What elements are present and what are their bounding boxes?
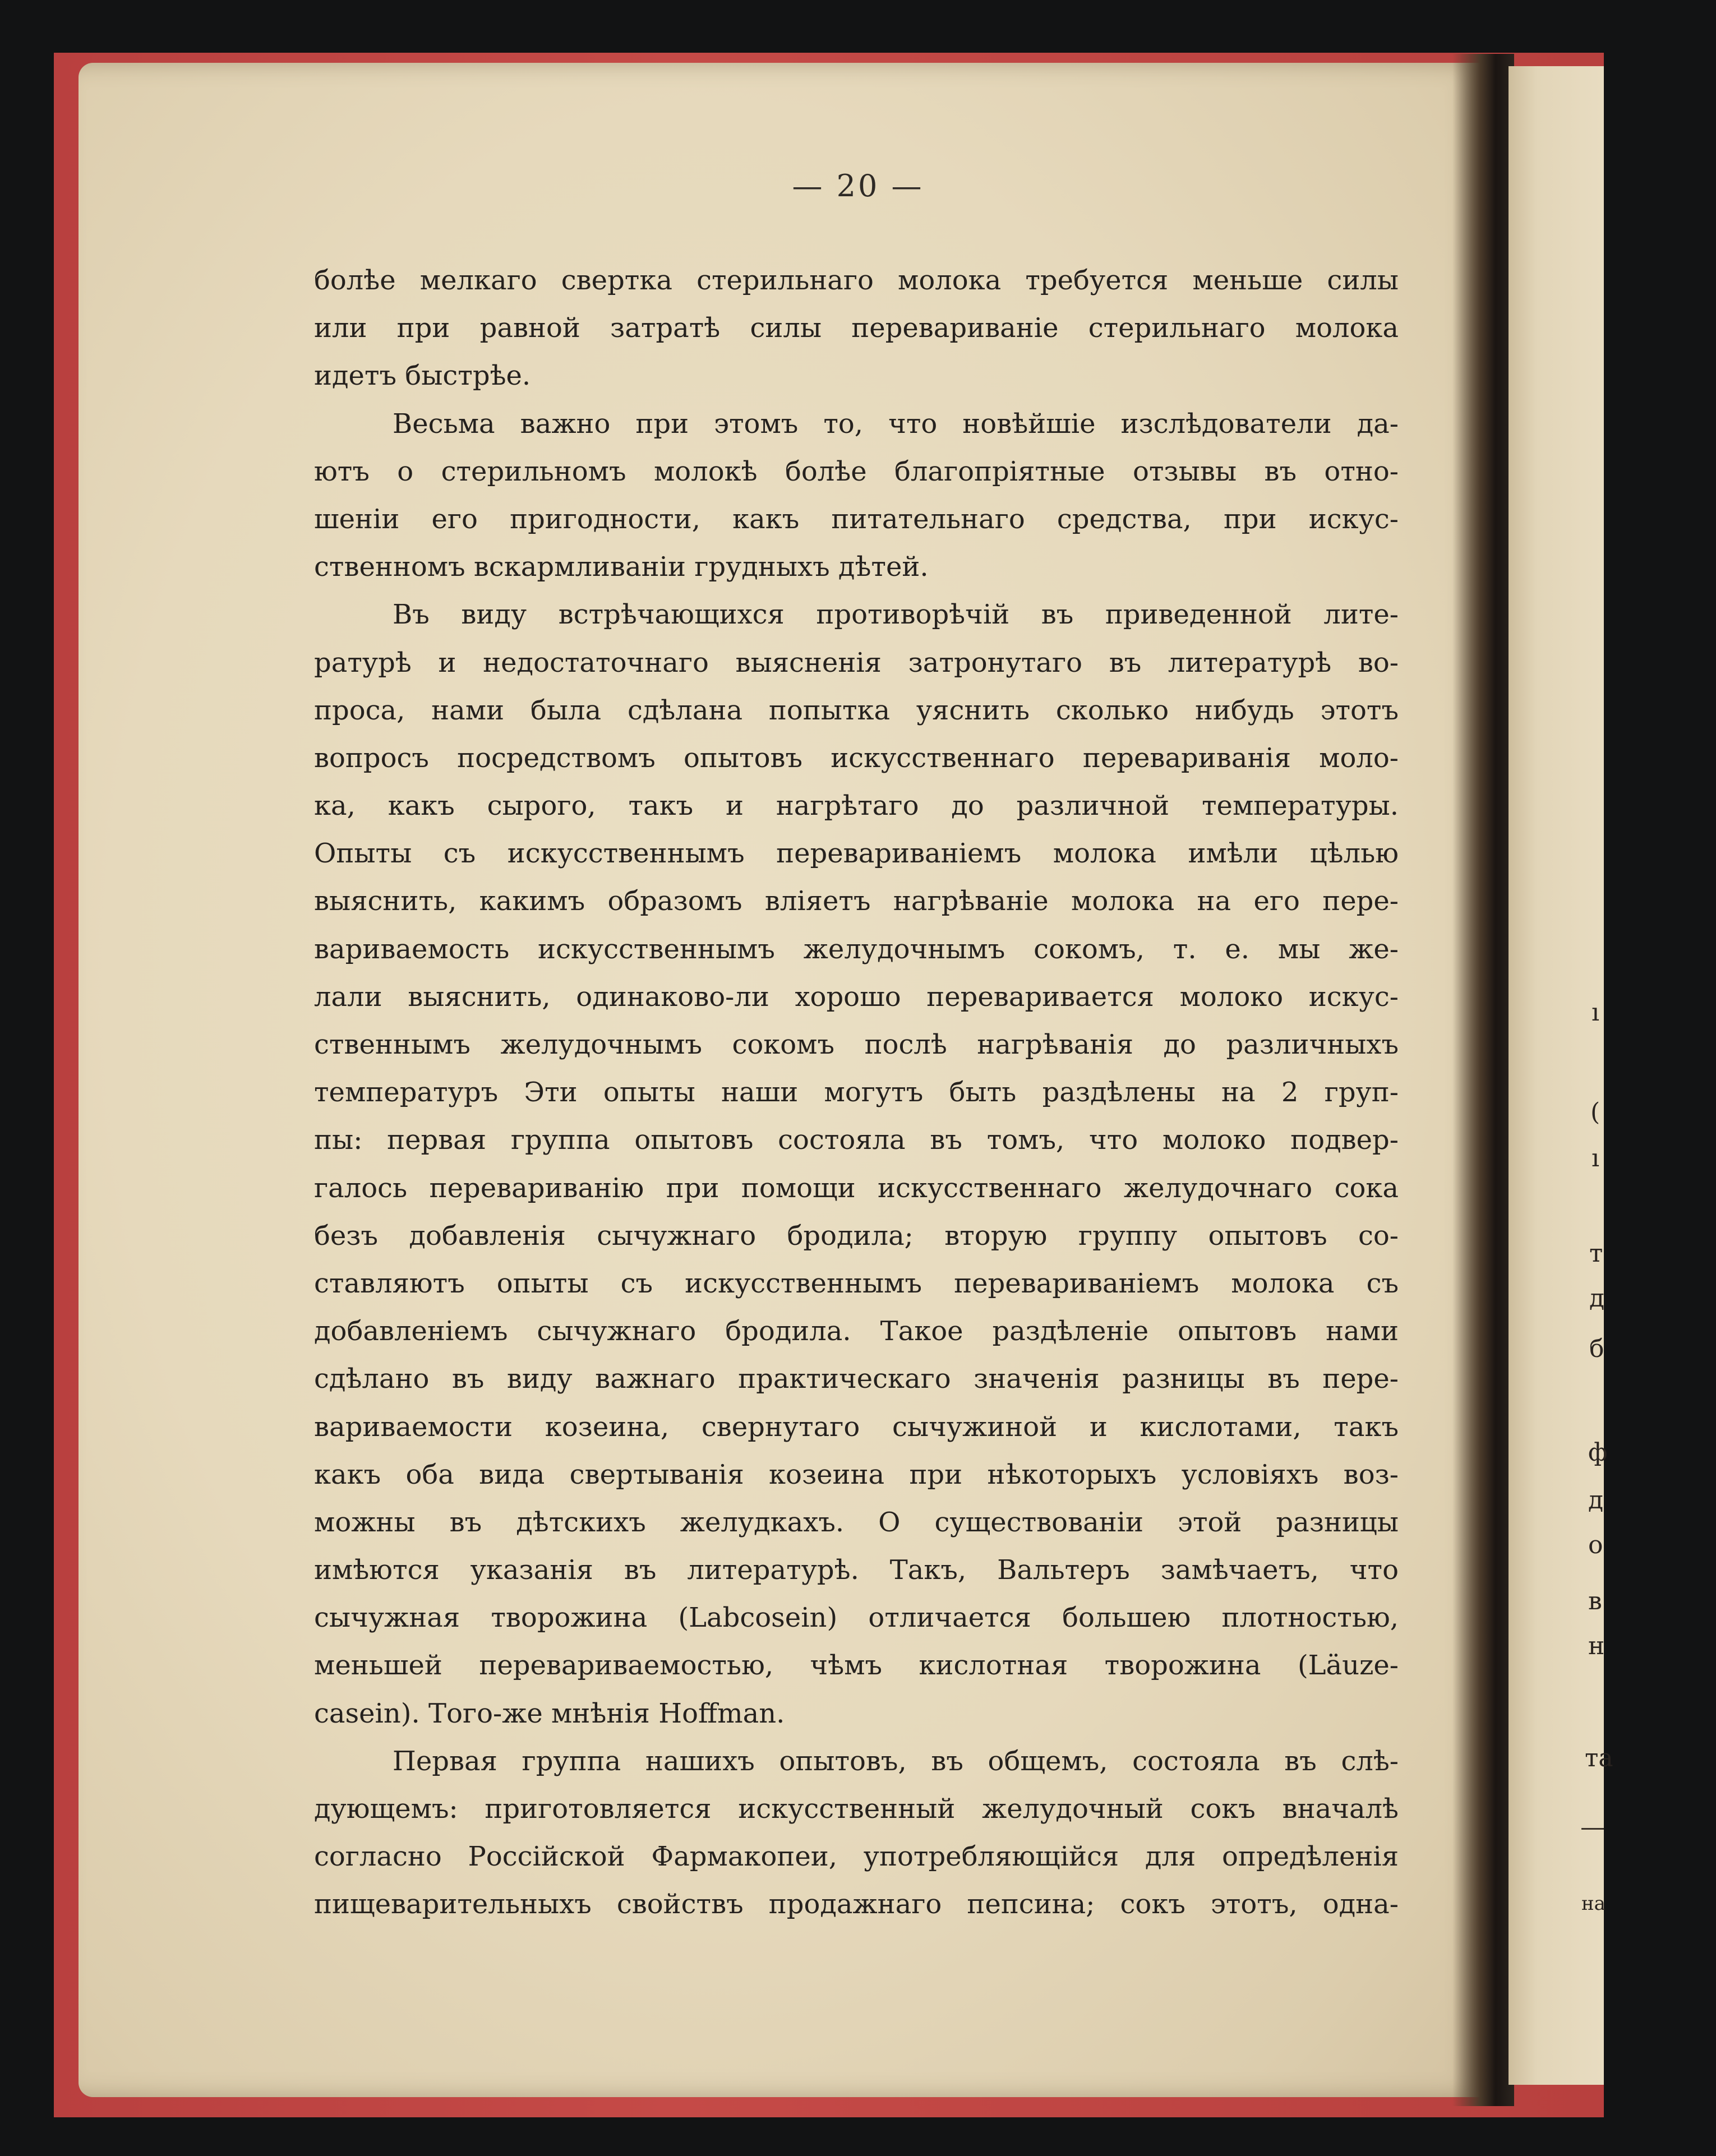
- text-line: Весьма важно при этомъ то, что новѣйшіе изслѣдователи да-: [393, 408, 1399, 440]
- page-number: — 20 —: [792, 168, 924, 204]
- text-line: ка, какъ сырого, такъ и нагрѣтаго до различной температуры.: [314, 790, 1399, 822]
- text-line: вопросъ посредствомъ опытовъ искусственнаго перевариванія моло-: [314, 742, 1399, 774]
- text-line: сычужная творожина (Labcosein) отличается большею плотностью,: [314, 1602, 1399, 1634]
- text-line: ютъ о стерильномъ молокѣ болѣе благопріятные отзывы въ отно-: [314, 455, 1399, 487]
- text-line: ратурѣ и недостаточнаго выясненія затронутаго въ литературѣ во-: [314, 647, 1399, 678]
- next-page-fragment: о: [1588, 1531, 1603, 1559]
- text-line: температуръ Эти опыты наши могутъ быть раздѣлены на 2 груп-: [314, 1077, 1399, 1109]
- next-page-fragment: т: [1589, 1239, 1603, 1268]
- text-line: лали выяснить, одинаково-ли хорошо переваривается молоко искус-: [314, 981, 1399, 1013]
- text-line: или при равной затратѣ силы перевариваніе стерильнаго молока: [314, 312, 1399, 344]
- text-line: сдѣлано въ виду важнаго практическаго значенія разницы въ пере-: [314, 1363, 1399, 1395]
- text-line: имѣются указанія въ литературѣ. Такъ, Вальтеръ замѣчаетъ, что: [314, 1554, 1399, 1586]
- book-gutter: [1452, 54, 1514, 2106]
- text-line: согласно Россійской Фармакопеи, употребляющійся для опредѣленія: [314, 1841, 1399, 1873]
- text-line: можны въ дѣтскихъ желудкахъ. О существованіи этой разницы: [314, 1506, 1399, 1538]
- next-page-fragment: ф: [1588, 1438, 1608, 1467]
- text-line: выяснить, какимъ образомъ вліяетъ нагрѣваніе молока на его пере-: [314, 885, 1399, 917]
- text-line: проса, нами была сдѣлана попытка уяснить сколько нибудь этотъ: [314, 694, 1399, 726]
- next-page-fragment: в: [1588, 1587, 1602, 1615]
- text-line: Опыты съ искусственнымъ перевариваніемъ молока имѣли цѣлью: [314, 838, 1399, 870]
- text-line: безъ добавленія сычужнаго бродила; вторую группу опытовъ со-: [314, 1220, 1399, 1252]
- next-page-fragment: б: [1589, 1335, 1604, 1363]
- text-line: ственнымъ желудочнымъ сокомъ послѣ нагрѣванія до различныхъ: [314, 1029, 1399, 1060]
- text-line: вариваемости козеина, свернутаго сычужиной и кислотами, такъ: [314, 1411, 1399, 1443]
- next-page-fragment: та: [1585, 1744, 1613, 1772]
- next-page-fragment: ı: [1592, 1144, 1600, 1172]
- text-line: дующемъ: приготовляется искусственный желудочный сокъ вначалѣ: [314, 1793, 1399, 1825]
- text-line: идетъ быстрѣе.: [314, 360, 531, 392]
- text-line: Первая группа нашихъ опытовъ, въ общемъ, состояла въ слѣ-: [393, 1745, 1399, 1777]
- text-line: вариваемость искусственнымъ желудочнымъ сокомъ, т. е. мы же-: [314, 933, 1399, 965]
- next-page-fragment: д: [1588, 1486, 1604, 1515]
- text-line: добавленіемъ сычужнаго бродила. Такое раздѣленіе опытовъ нами: [314, 1315, 1399, 1347]
- text-line: шеніи его пригодности, какъ питательнаго средства, при искус-: [314, 503, 1399, 535]
- next-page-fragment: д: [1589, 1284, 1605, 1313]
- next-page-fragment: (: [1590, 1098, 1600, 1127]
- text-line: пищеварительныхъ свойствъ продажнаго пепсина; сокъ этотъ, одна-: [314, 1889, 1399, 1920]
- text-line: какъ оба вида свертыванія козеина при нѣкоторыхъ условіяхъ воз-: [314, 1458, 1399, 1490]
- text-line: меньшей перевариваемостью, чѣмъ кислотная творожина (Läuze-: [314, 1650, 1399, 1682]
- text-line: болѣе мелкаго свертка стерильнаго молока требуется меньше силы: [314, 265, 1399, 296]
- next-page-fragment: ı: [1592, 998, 1600, 1027]
- next-page-fragment: на: [1581, 1892, 1606, 1915]
- text-line: Въ виду встрѣчающихся противорѣчій въ приведенной лите-: [393, 599, 1399, 631]
- text-line: casein). Того-же мнѣнія Hoffman.: [314, 1697, 785, 1729]
- body-text: [314, 257, 1399, 1929]
- next-page-rule: [1581, 1828, 1604, 1830]
- text-line: ственномъ вскармливаніи грудныхъ дѣтей.: [314, 551, 929, 583]
- next-page-edge: [1509, 66, 1604, 2085]
- text-line: ставляютъ опыты съ искусственнымъ перевариваніемъ молока съ: [314, 1267, 1399, 1299]
- next-page-fragment: н: [1588, 1632, 1605, 1660]
- text-line: галось перевариванію при помощи искусственнаго желудочнаго сока: [314, 1172, 1399, 1204]
- text-line: пы: первая группа опытовъ состояла въ томъ, что молоко подвер-: [314, 1124, 1399, 1156]
